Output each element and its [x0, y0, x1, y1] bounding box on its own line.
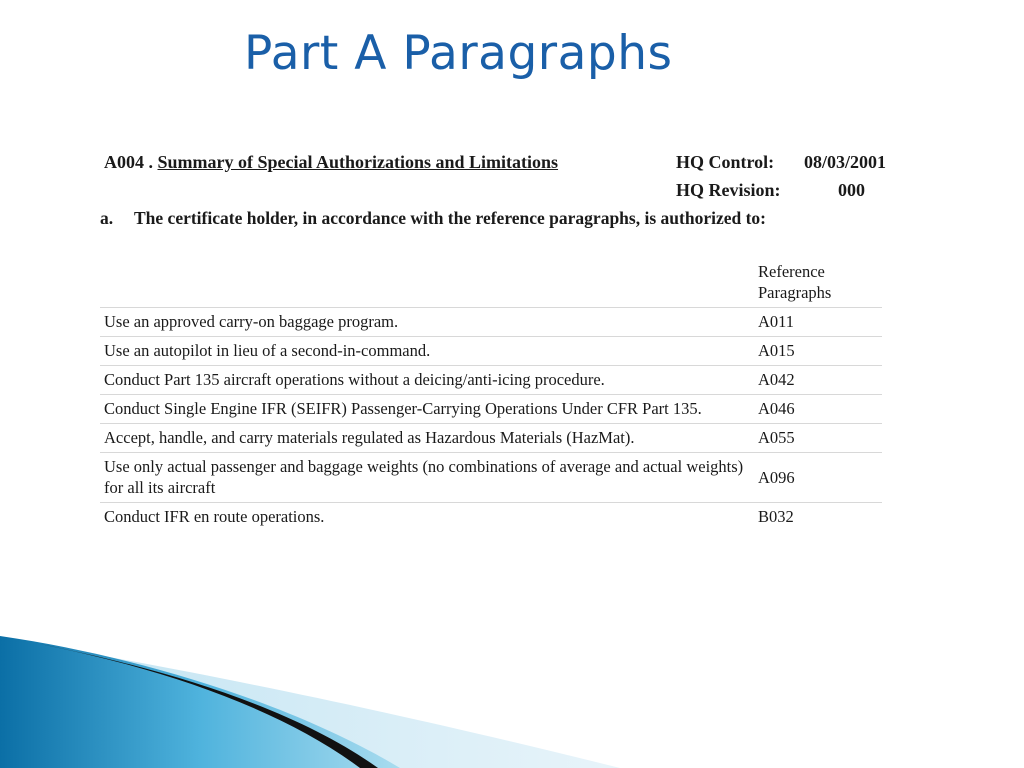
reference-paragraph: B032	[758, 507, 794, 526]
reference-paragraph: A011	[748, 308, 882, 337]
table-row	[100, 395, 882, 424]
table-row	[100, 503, 882, 532]
reference-paragraph: A096	[748, 453, 882, 503]
reference-header-line2: Paragraphs	[758, 283, 832, 302]
table-row	[100, 453, 882, 503]
reference-header	[748, 258, 882, 308]
authorization-description: Conduct Single Engine IFR (SEIFR) Passenger-Carrying Operations Under CFR Part 135.	[100, 395, 748, 424]
reference-paragraph: A042	[748, 366, 882, 395]
slide-title: Part A Paragraphs	[244, 26, 673, 81]
authorizations-table	[100, 258, 882, 531]
paragraph-header-row	[100, 148, 940, 176]
authorization-description: Conduct IFR en route operations.	[104, 507, 325, 526]
paragraph-heading	[104, 152, 558, 173]
revision-row	[100, 176, 940, 204]
table-row	[100, 424, 882, 453]
table-row	[100, 337, 882, 366]
reference-header-line1: Reference	[758, 262, 825, 281]
hq-revision	[676, 180, 865, 201]
document-excerpt	[100, 148, 940, 526]
hq-revision-value: 000	[838, 180, 865, 200]
table-header-row	[100, 258, 882, 308]
reference-paragraph: A046	[748, 395, 882, 424]
hq-control	[676, 152, 887, 173]
authorization-description: Accept, handle, and carry materials regulated as Hazardous Materials (HazMat).	[100, 424, 748, 453]
intro-letter: a.	[100, 208, 114, 228]
hq-control-value: 08/03/2001	[804, 152, 887, 172]
intro-sentence	[100, 208, 766, 229]
reference-paragraph: A015	[748, 337, 882, 366]
reference-paragraph: A055	[748, 424, 882, 453]
intro-text: The certificate holder, in accordance with the reference paragraphs, is authorized to:	[134, 208, 766, 228]
paragraph-id: A004 .	[104, 152, 153, 172]
table-row	[100, 366, 882, 395]
authorization-description: Conduct Part 135 aircraft operations without a deicing/anti-icing procedure.	[100, 366, 748, 395]
decorative-wave-banner	[0, 628, 1024, 768]
paragraph-title: Summary of Special Authorizations and Limitations	[157, 152, 559, 172]
authorization-description: Use only actual passenger and baggage weights (no combinations of average and actual weights) for all its aircraft	[100, 453, 748, 503]
authorization-description: Use an autopilot in lieu of a second-in-command.	[100, 337, 748, 366]
table-row	[100, 308, 882, 337]
authorization-description: Use an approved carry-on baggage program.	[100, 308, 748, 337]
hq-revision-label: HQ Revision:	[676, 180, 781, 200]
description-header	[100, 258, 748, 308]
hq-control-label: HQ Control:	[676, 152, 775, 172]
